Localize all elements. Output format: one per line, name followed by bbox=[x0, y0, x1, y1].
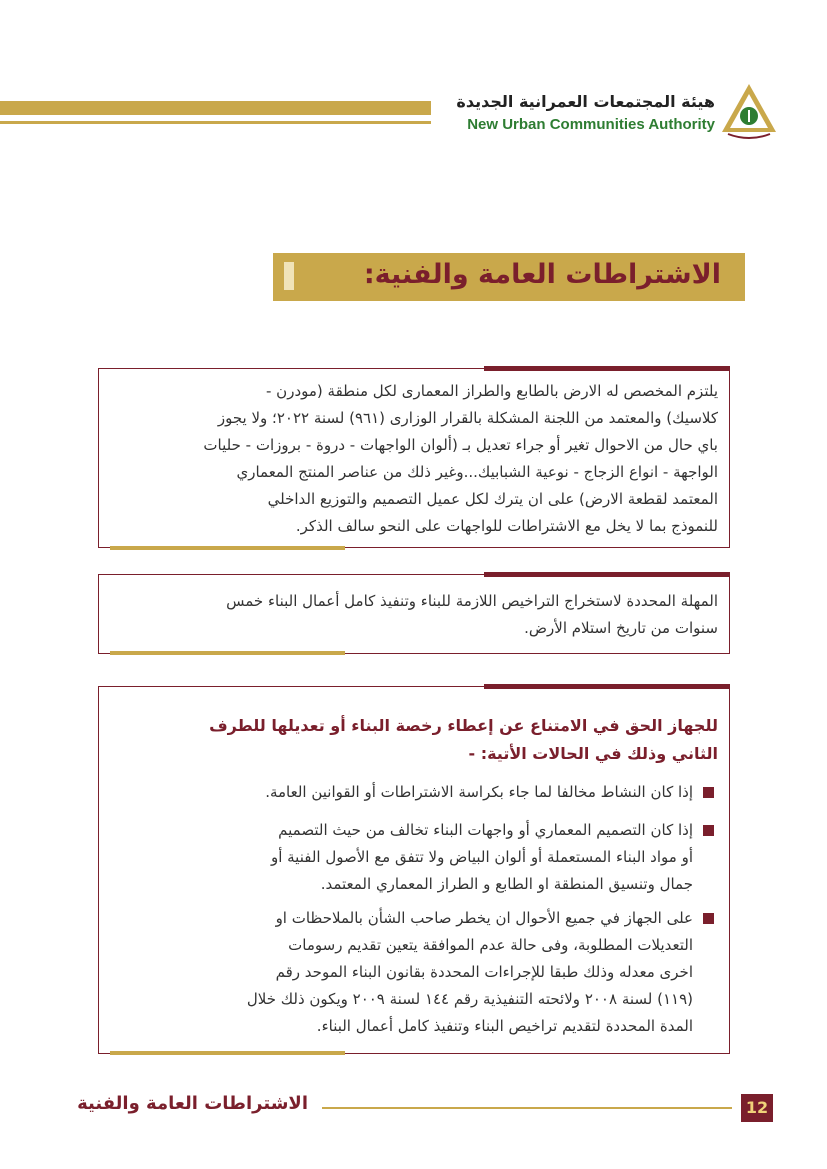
box1-line: المعتمد لقطعة الارض) على ان يترك لكل عميل التصميم والتوزيع الداخلي bbox=[267, 490, 718, 508]
bullet-square-icon bbox=[703, 787, 714, 798]
box3-heading bbox=[110, 712, 718, 768]
box1-bottom-accent bbox=[110, 546, 345, 550]
bullet-square-icon bbox=[703, 913, 714, 924]
box2-line: سنوات من تاريخ استلام الأرض. bbox=[524, 619, 718, 637]
bullet-item-1 bbox=[110, 779, 693, 806]
box3-top-accent bbox=[484, 684, 730, 689]
footer-title: الاشتراطات العامة والفنية bbox=[77, 1093, 308, 1114]
box2-bottom-accent bbox=[110, 651, 345, 655]
bullet-line: (١١٩) لسنة ٢٠٠٨ ولائحته التنفيذية رقم ١٤٤ لسنة ٢٠٠٩ ويكون ذلك خلال bbox=[246, 990, 693, 1008]
box1-top-accent bbox=[484, 366, 730, 371]
box3-heading-line: للجهاز الحق في الامتناع عن إعطاء رخصة البناء أو تعديلها للطرف bbox=[209, 716, 718, 735]
bullet-line: جمال وتنسيق المنطقة او الطابع و الطراز المعماري المعتمد. bbox=[320, 875, 693, 893]
box1-text bbox=[108, 378, 718, 540]
box1-line: الواجهة - انواع الزجاج - نوعية الشبابيك...وغير ذلك من عناصر المنتج المعماري bbox=[236, 463, 718, 481]
section-title: الاشتراطات العامة والفنية: bbox=[363, 259, 721, 290]
header-gold-line bbox=[0, 121, 431, 124]
bullet-item-2 bbox=[110, 817, 693, 898]
box1-line: للنموذج بما لا يخل مع الاشتراطات للواجهات على النحو سالف الذكر. bbox=[295, 517, 718, 535]
box2-line: المهلة المحددة لاستخراج التراخيص اللازمة للبناء وتنفيذ كامل أعمال البناء خمس bbox=[226, 592, 718, 610]
bullet-item-3 bbox=[110, 905, 693, 1040]
bullet-line: أو مواد البناء المستعملة أو ألوان البياض ولا تتفق مع الأصول الفنية أو bbox=[270, 848, 693, 866]
box2-text bbox=[104, 588, 718, 642]
box1-line: باي حال من الاحوال تغير أو جراء تعديل بـ (ألوان الواجهات - دروة - بروزات - حليات bbox=[203, 436, 718, 454]
box3-heading-line: الثاني وذلك في الحالات الأتية: - bbox=[468, 744, 718, 763]
bullet-line: المدة المحددة لتقديم تراخيص البناء وتنفيذ كامل أعمال البناء. bbox=[316, 1017, 693, 1035]
nuca-logo-icon bbox=[720, 82, 778, 140]
bullet-line: إذا كان التصميم المعماري أو واجهات البناء تخالف من حيث التصميم bbox=[278, 821, 693, 839]
box2-top-accent bbox=[484, 572, 730, 577]
page-number: 12 bbox=[741, 1094, 773, 1122]
org-name-arabic: هيئة المجتمعات العمرانية الجديدة bbox=[456, 92, 715, 111]
box3-bottom-accent bbox=[110, 1051, 345, 1055]
header-gold-bar bbox=[0, 101, 431, 115]
title-decor-stripe bbox=[284, 262, 294, 290]
box1-line: يلتزم المخصص له الارض بالطابع والطراز المعمارى لكل منطقة (مودرن - bbox=[266, 382, 718, 400]
box1-line: كلاسيك) والمعتمد من اللجنة المشكلة بالقرار الوزارى (٩٦١) لسنة ٢٠٢٢؛ ولا يجوز bbox=[217, 409, 718, 427]
footer-line bbox=[322, 1107, 732, 1109]
section-title-banner bbox=[273, 253, 745, 301]
bullet-square-icon bbox=[703, 825, 714, 836]
bullet-line: اخرى معدله وذلك طبقا للإجراءات المحددة بقانون البناء الموحد رقم bbox=[275, 963, 693, 981]
bullet-line: على الجهاز في جميع الأحوال ان يخطر صاحب الشأن بالملاحظات او bbox=[275, 909, 693, 927]
bullet-line: إذا كان النشاط مخالفا لما جاء بكراسة الاشتراطات أو القوانين العامة. bbox=[265, 783, 693, 801]
org-name-english: New Urban Communities Authority bbox=[467, 116, 715, 133]
bullet-line: التعديلات المطلوبة، وفى حالة عدم الموافقة يتعين تقديم رسومات bbox=[288, 936, 693, 954]
